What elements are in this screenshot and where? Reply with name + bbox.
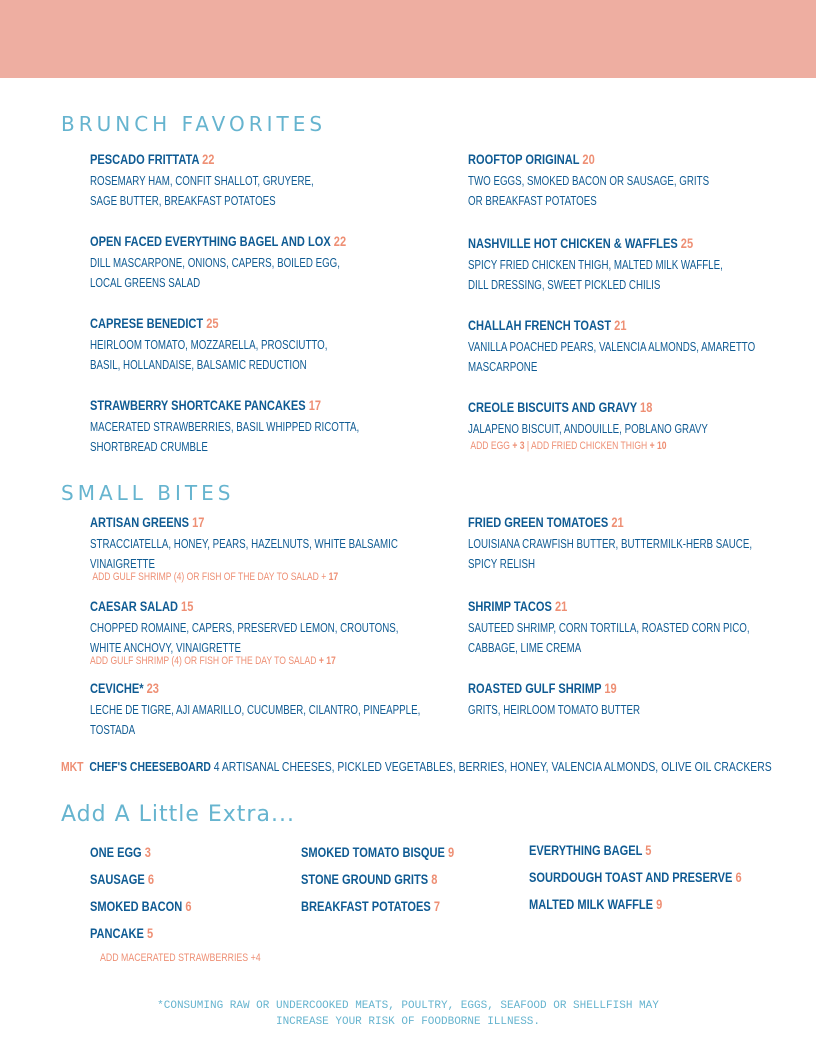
item-price: 22 (333, 234, 347, 249)
item-addon: ADD EGG + 3 | ADD FRIED CHICKEN THIGH + 10 (470, 440, 667, 452)
section-title-extras: Add A Little Extra... (61, 802, 295, 827)
extra-pancake: PANCAKE 5 (90, 926, 154, 941)
item-name: NASHVILLE HOT CHICKEN & WAFFLES 25 (468, 236, 694, 251)
menu-item-everything-bagel-lox (90, 234, 410, 293)
cheeseboard-line (61, 759, 772, 774)
item-price: 25 (206, 316, 219, 331)
extra-grits: STONE GROUND GRITS 8 (301, 872, 438, 887)
menu-item-creole-biscuits (468, 400, 776, 452)
item-name: CREOLE BISCUITS AND GRAVY 18 (468, 400, 653, 415)
item-description: SPICY FRIED CHICKEN THIGH, MALTED MILK WAFFLE, DILL DRESSING, SWEET PICKLED CHILIS (468, 258, 723, 292)
item-price: 25 (680, 236, 694, 251)
menu-item-artisan-greens (90, 515, 485, 583)
item-price: 20 (582, 152, 595, 167)
item-price: 17 (308, 398, 322, 413)
item-description: JALAPENO BISCUIT, ANDOUILLE, POBLANO GRAVY (468, 422, 708, 436)
item-description: CHOPPED ROMAINE, CAPERS, PRESERVED LEMON, CROUTONS, WHITE ANCHOVY, VINAIGRETTE (90, 621, 399, 655)
item-description: LOUISIANA CRAWFISH BUTTER, BUTTERMILK-HERB SAUCE, SPICY RELISH (468, 537, 753, 571)
section-title-brunch: BRUNCH FAVORITES (61, 112, 327, 136)
section-title-small-bites: SMALL BITES (61, 481, 235, 505)
item-name: ROOFTOP ORIGINAL 20 (468, 152, 595, 167)
menu-item-caprese-benedict (90, 316, 394, 375)
item-description: MACERATED STRAWBERRIES, BASIL WHIPPED RICOTTA, SHORTBREAD CRUMBLE (90, 420, 360, 454)
item-description: DILL MASCARPONE, ONIONS, CAPERS, BOILED EGG, LOCAL GREENS SALAD (90, 256, 340, 290)
extra-tomato-bisque: SMOKED TOMATO BISQUE 9 (301, 845, 455, 860)
item-price: 21 (614, 318, 627, 333)
extra-note: ADD MACERATED STRAWBERRIES +4 (100, 952, 261, 964)
menu-item-pescado-frittata (90, 152, 377, 211)
menu-item-challah-french-toast (468, 318, 816, 377)
cheeseboard-name: CHEF'S CHEESEBOARD (89, 759, 211, 774)
item-name: ARTISAN GREENS 17 (90, 515, 205, 530)
cheeseboard-description: 4 ARTISANAL CHEESES, PICKLED VEGETABLES, BERRIES, HONEY, VALENCIA ALMONDS, OLIVE OIL CRACKERS (210, 759, 772, 774)
item-price: 23 (146, 681, 159, 696)
item-price: 22 (202, 152, 215, 167)
item-name: PESCADO FRITTATA 22 (90, 152, 215, 167)
item-description: STRACCIATELLA, HONEY, PEARS, HAZELNUTS, WHITE BALSAMIC VINAIGRETTE (90, 537, 398, 571)
extra-smoked-bacon: SMOKED BACON 6 (90, 899, 192, 914)
item-price: 15 (181, 599, 194, 614)
extra-everything-bagel: EVERYTHING BAGEL 5 (529, 843, 652, 858)
item-description: VANILLA POACHED PEARS, VALENCIA ALMONDS, AMARETTO MASCARPONE (468, 340, 756, 374)
extra-sourdough-toast: SOURDOUGH TOAST AND PRESERVE 6 (529, 870, 742, 885)
extra-sausage: SAUSAGE 6 (90, 872, 154, 887)
item-name: STRAWBERRY SHORTCAKE PANCAKES 17 (90, 398, 322, 413)
item-name: SHRIMP TACOS 21 (468, 599, 568, 614)
item-name: CAESAR SALAD 15 (90, 599, 194, 614)
menu-item-caesar-salad (90, 599, 485, 667)
item-price: 17 (192, 515, 205, 530)
menu-item-fried-green-tomatoes (468, 515, 816, 574)
item-name: ROASTED GULF SHRIMP 19 (468, 681, 617, 696)
item-description: GRITS, HEIRLOOM TOMATO BUTTER (468, 703, 641, 717)
item-addon: ADD GULF SHRIMP (4) OR FISH OF THE DAY TO SALAD + 17 (92, 571, 339, 583)
menu-item-roasted-gulf-shrimp (468, 681, 689, 720)
menu-item-shrimp-tacos (468, 599, 816, 658)
market-price-label: MKT (61, 759, 84, 774)
item-price: 18 (640, 400, 653, 415)
item-description: ROSEMARY HAM, CONFIT SHALLOT, GRUYERE, SAGE BUTTER, BREAKFAST POTATOES (90, 174, 314, 208)
item-addon: ADD GULF SHRIMP (4) OR FISH OF THE DAY TO SALAD + 17 (90, 655, 336, 667)
menu-item-nashville-hot-chicken (468, 236, 795, 295)
item-description: LECHE DE TIGRE, AJI AMARILLO, CUCUMBER, CILANTRO, PINEAPPLE, TOSTADA (90, 703, 421, 737)
item-name: OPEN FACED EVERYTHING BAGEL AND LOX 22 (90, 234, 347, 249)
extra-breakfast-potatoes: BREAKFAST POTATOES 7 (301, 899, 441, 914)
item-price: 21 (554, 599, 568, 614)
header-banner (0, 0, 816, 78)
health-disclaimer: *CONSUMING RAW OR UNDERCOOKED MEATS, POULTRY, EGGS, SEAFOOD OR SHELLFISH MAY INCREASE YOUR RISK OF FOODBORNE ILLNESS. (157, 1000, 659, 1028)
item-name: FRIED GREEN TOMATOES 21 (468, 515, 624, 530)
item-description: HEIRLOOM TOMATO, MOZZARELLA, PROSCIUTTO, BASIL, HOLLANDAISE, BALSAMIC REDUCTION (90, 338, 328, 372)
item-description: TWO EGGS, SMOKED BACON OR SAUSAGE, GRITS OR BREAKFAST POTATOES (468, 174, 710, 208)
item-name: CEVICHE* 23 (90, 681, 159, 696)
item-description: SAUTEED SHRIMP, CORN TORTILLA, ROASTED CORN PICO, CABBAGE, LIME CREMA (468, 621, 750, 655)
item-name: CHALLAH FRENCH TOAST 21 (468, 318, 627, 333)
menu-item-strawberry-pancakes (90, 398, 435, 457)
menu-item-ceviche (90, 681, 514, 740)
item-name: CAPRESE BENEDICT 25 (90, 316, 219, 331)
extra-one-egg: ONE EGG 3 (90, 845, 151, 860)
item-price: 19 (604, 681, 617, 696)
item-price: 21 (611, 515, 624, 530)
extra-malted-waffle: MALTED MILK WAFFLE 9 (529, 897, 663, 912)
menu-item-rooftop-original (468, 152, 777, 211)
